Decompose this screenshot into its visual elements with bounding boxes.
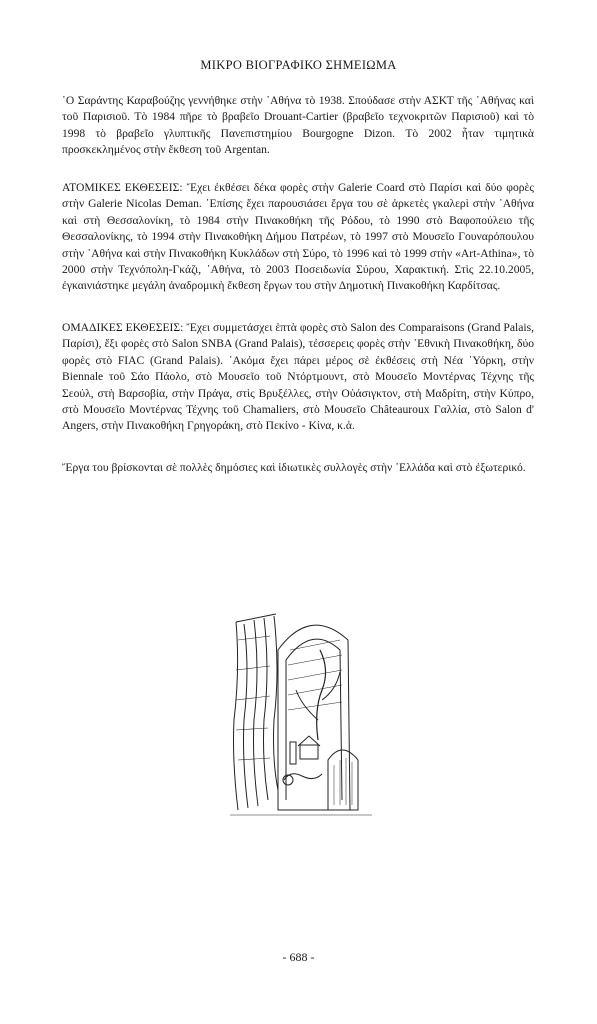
solo-exhibitions-paragraph: ΑΤΟΜΙΚΕΣ ΕΚΘΕΣΕΙΣ: Ἔχει ἐκθέσει δέκα φορὲς στὴν Galerie Coard στὸ Παρίσι καὶ δύο φορὲς στὴν Galerie Nicolas Deman. ᾿Επίσης ἔχει παρουσιάσει ἔργα του σὲ ἀρκετὲς γκαλερὶ στὴν ᾿Αθήνα καὶ στὴ Θεσσαλονίκη, τὸ 1984 στὴν Πινακοθήκη τῆς Ρόδου, τὸ 1990 στὸ Βαφοπούλειο τῆς Θεσσαλονίκης, τὸ 1994 στὴν Πινακοθήκη Δήμου Πατρέων, τὸ 1997 στὸ Μουσεῖο Γουναρόπουλου στὴν ᾿Αθήνα καὶ στὴν Πινακοθήκη Κυκλάδων στὴ Σύρο, τὸ 1996 καὶ τὸ 1999 στὴν «Art-Athina», τὸ 2000 στὴν Τεχνόπολη-Γκάζι, ᾿Αθήνα, τὸ 2003 Ποσειδωνία Σύρου, Χαρακτική. Στὶς 22.10.2005, ἐγκαινιάστηκε μεγάλη ἀναδρομικὴ ἔκθεση ἔργων του στὴν Δημοτικὴ Πινακοθήκη Καρδίτσας. [62, 181, 534, 293]
page-title: ΜΙΚΡΟ ΒΙΟΓΡΑΦΙΚΟ ΣΗΜΕΙΩΜΑ [200, 58, 397, 72]
biography-paragraph: ῾Ο Σαράντης Καραβούζης γεννήθηκε στὴν ᾿Αθήνα τὸ 1938. Σπούδασε στὴν ΑΣΚΤ τῆς ᾿Αθήνας καὶ τοῦ Παρισιοῦ. Τὸ 1984 πῆρε τὸ βραβεῖο Drouant-Cartier (βραβεῖο τεχνοκριτῶν Παρισιοῦ) καὶ τὸ 1998 τὸ βραβεῖο γλυπτικῆς Πανεπιστημίου Bourgogne Dizon. Τὸ 2002 ἦταν τιμητικὰ προσκεκλημένος στὴν ἔκθεση τοῦ Argentan. [62, 94, 534, 157]
artwork-illustration [230, 610, 372, 830]
group-exhibitions-paragraph: ΟΜΑΔΙΚΕΣ ΕΚΘΕΣΕΙΣ: Ἔχει συμμετάσχει ἑπτὰ φορὲς στὸ Salon des Comparaisons (Grand Palais, Παρίσι), ἕξι φορὲς στὸ Salon SNBA (Grand Palais), τέσσερεις φορὲς στὴν ᾿Εθνικὴ Πινακοθήκη, δύο φορὲς στὸ FIAC (Grand Palais). ᾿Ακόμα ἔχει πάρει μέρος σὲ ἐκθέσεις στὴ Νέα ῾Υόρκη, στὴν Biennale τοῦ Σάο Πάολο, στὸ Μουσεῖο τοῦ Ντόρτμουντ, στὸ Μουσεῖο Μοντέρνας Τέχνης τῆς Σεούλ, στὴ Βαρσοβία, στὴν Πράγα, στὶς Βρυξέλλες, στὴν Οὐάσιγκτον, στὴ Μαδρίτη, στὴν Κύπρο, στὸ Μουσεῖο Μοντέρνας Τέχνης τοῦ Chamaliers, στὸ Μουσεῖο Châteauroux Γαλλία, στὸ Salon d' Angers, στὴν Πινακοθήκη Γρηγοράκη, στὸ Πεκίνο - Κίνα, κ.ἀ. [62, 321, 534, 433]
page-number: - 688 - [282, 950, 315, 964]
collections-paragraph: Ἔργα του βρίσκονται σὲ πολλὲς δημόσιες καὶ ἰδιωτικὲς συλλογὲς στὴν ῾Ελλάδα καὶ στὸ ἐξωτερικό. [62, 461, 526, 474]
